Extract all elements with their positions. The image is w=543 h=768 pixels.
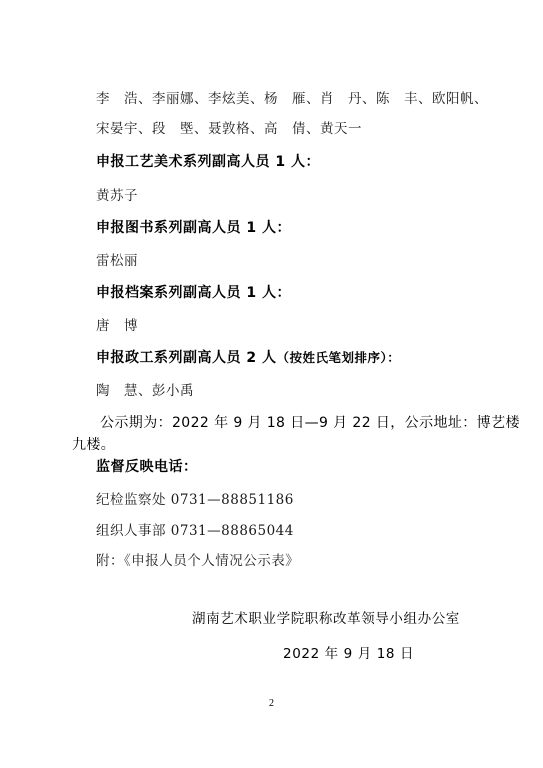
supervision-heading: 监督反映电话： [96,459,198,475]
page-number: 2 [269,698,274,709]
notice-line-2: 九楼。 [72,437,116,453]
signature-org: 湖南艺术职业学院职称改革领导小组办公室 [192,611,460,627]
signature-date: 2022 年 9 月 18 日 [283,646,415,662]
names-line-2: 宋晏宇、段 塈、聂敦格、高 倩、黄天一 [96,121,362,137]
crafts-heading: 申报工艺美术系列副高人员 1 人： [96,154,320,170]
library-heading: 申报图书系列副高人员 1 人： [96,220,291,236]
names-line-1: 李 浩、李丽娜、李炫美、杨 雁、肖 丹、陈 丰、欧阳帆、 [96,91,488,107]
political-names: 陶 慧、彭小禹 [96,383,194,399]
political-heading-note: （按姓氏笔划排序）： [276,350,401,365]
notice-line-1: 公示期为：2022 年 9 月 18 日—9 月 22 日，公示地址：博艺楼 [100,415,520,431]
supervision-phone-1: 纪检监察处 0731—88851186 [96,492,294,508]
attachment-note: 附：《申报人员个人情况公示表》 [96,553,300,569]
crafts-names: 黄苏子 [96,188,138,204]
political-heading [96,348,400,368]
archives-heading: 申报档案系列副高人员 1 人： [96,285,291,301]
library-names: 雷松丽 [96,253,138,269]
supervision-phone-2: 组织人事部 0731—88865044 [96,523,294,539]
archives-names: 唐 博 [96,318,138,334]
political-heading-text: 申报政工系列副高人员 2 人 [96,350,277,366]
